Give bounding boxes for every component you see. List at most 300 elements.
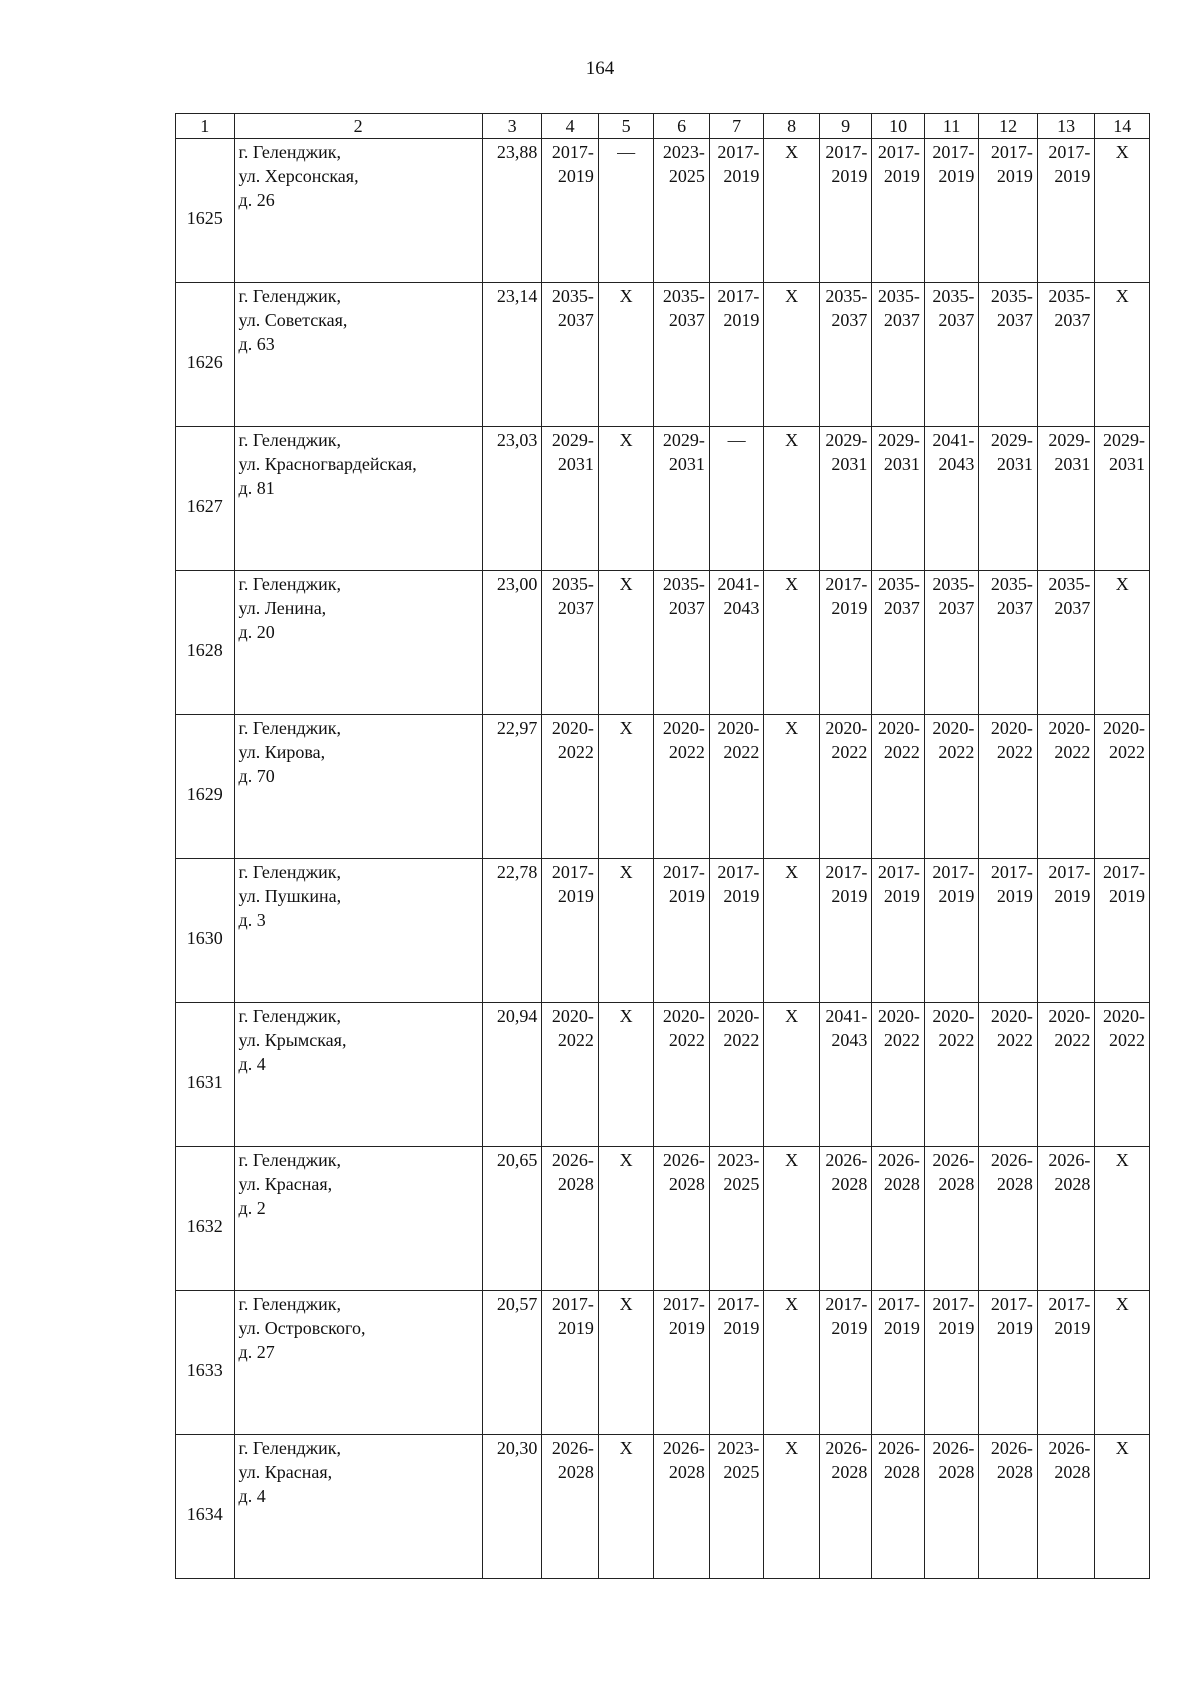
cell-line: 2043 — [723, 598, 760, 618]
cell-line: 2026- — [1048, 1438, 1091, 1458]
cell-value: — — [617, 142, 636, 162]
cell-line: 2019 — [883, 1318, 920, 1338]
cell-line: г. Геленджик, — [238, 1150, 341, 1170]
cell-value: 20,57 — [496, 1294, 538, 1314]
cell-line: 2019 — [723, 310, 760, 330]
cell-value: X — [785, 142, 799, 162]
cell-line: 2026- — [932, 1438, 975, 1458]
cell-line: 2026- — [825, 1150, 868, 1170]
cell-value: — — [727, 430, 746, 450]
cell-line: 2022 — [938, 1030, 975, 1050]
cell-line: д. 4 — [238, 1486, 266, 1506]
cell-line: г. Геленджик, — [238, 1006, 341, 1026]
column-header-5: 5 — [598, 114, 654, 139]
cell-line: г. Геленджик, — [238, 862, 341, 882]
cell-line: г. Геленджик, — [238, 142, 341, 162]
cell-line: 2031 — [831, 454, 868, 474]
period-cell-c12 — [979, 859, 1038, 1003]
period-cell-c13 — [1037, 571, 1095, 715]
cell-line: 2017- — [717, 286, 760, 306]
cell-line: д. 27 — [238, 1342, 275, 1362]
period-cell-c4 — [542, 427, 599, 571]
period-cell-c6 — [654, 715, 710, 859]
period-cell-c8 — [764, 427, 820, 571]
cell-value: X — [1115, 142, 1129, 162]
cell-line: 2020- — [825, 718, 868, 738]
cell-value: X — [785, 1006, 799, 1026]
table-row — [176, 1003, 1150, 1147]
cell-line: 2035- — [1048, 286, 1091, 306]
cell-line: 2035- — [662, 286, 705, 306]
period-cell-c8 — [764, 1003, 820, 1147]
period-cell-c9 — [819, 1291, 871, 1435]
cell-line: 2017- — [990, 862, 1033, 882]
area-cell — [482, 571, 542, 715]
cell-line: 2017- — [551, 862, 594, 882]
cell-line: 2037 — [1054, 598, 1091, 618]
area-cell — [482, 1003, 542, 1147]
period-cell-c8 — [764, 1291, 820, 1435]
cell-line: 2026- — [825, 1438, 868, 1458]
housing-registry-table — [175, 113, 1150, 1579]
address-cell — [234, 859, 482, 1003]
row-number: 1626 — [186, 351, 223, 372]
address-cell — [234, 1291, 482, 1435]
cell-line: 2025 — [668, 166, 705, 186]
cell-line: 2020- — [662, 718, 705, 738]
cell-line: г. Геленджик, — [238, 718, 341, 738]
period-cell-c10 — [872, 715, 924, 859]
cell-line: 2019 — [723, 166, 760, 186]
cell-line: 2031 — [557, 454, 594, 474]
column-header-12: 12 — [979, 114, 1038, 139]
cell-line: 2026- — [662, 1150, 705, 1170]
cell-line: 2020- — [877, 718, 920, 738]
cell-line: 2037 — [938, 310, 975, 330]
period-cell-c4 — [542, 715, 599, 859]
address-cell — [234, 139, 482, 283]
period-cell-c14 — [1095, 571, 1150, 715]
cell-line: 2019 — [557, 1318, 594, 1338]
period-cell-c7 — [709, 1147, 764, 1291]
cell-line: 2022 — [996, 742, 1033, 762]
cell-line: 2017- — [717, 862, 760, 882]
period-cell-c10 — [872, 571, 924, 715]
address-cell — [234, 283, 482, 427]
cell-value: X — [619, 1006, 633, 1026]
row-number-cell — [176, 1003, 235, 1147]
area-cell — [482, 859, 542, 1003]
period-cell-c11 — [924, 139, 979, 283]
period-cell-c14 — [1095, 859, 1150, 1003]
cell-line: 2035- — [877, 574, 920, 594]
cell-line: 2019 — [1109, 886, 1145, 906]
period-cell-c10 — [872, 1147, 924, 1291]
address-cell — [234, 571, 482, 715]
cell-value: X — [1115, 1294, 1129, 1314]
period-cell-c9 — [819, 1435, 871, 1579]
cell-value: X — [619, 430, 633, 450]
cell-value: X — [1115, 574, 1129, 594]
cell-line: 2020- — [932, 718, 975, 738]
row-number: 1632 — [186, 1215, 223, 1236]
cell-line: 2026- — [877, 1438, 920, 1458]
area-cell — [482, 1291, 542, 1435]
cell-line: 2019 — [557, 166, 594, 186]
cell-line: 2026- — [932, 1150, 975, 1170]
row-number: 1625 — [186, 207, 223, 228]
period-cell-c14 — [1095, 1291, 1150, 1435]
period-cell-c11 — [924, 427, 979, 571]
cell-line: 2017- — [877, 1294, 920, 1314]
column-header-4: 4 — [542, 114, 599, 139]
period-cell-c7 — [709, 1003, 764, 1147]
period-cell-c12 — [979, 1147, 1038, 1291]
cell-line: 2028 — [883, 1174, 920, 1194]
column-header-6: 6 — [654, 114, 710, 139]
cell-line: 2028 — [1054, 1462, 1091, 1482]
cell-line: 2022 — [1054, 1030, 1091, 1050]
cell-line: 2017- — [825, 862, 868, 882]
cell-value: X — [619, 1438, 633, 1458]
period-cell-c7 — [709, 571, 764, 715]
cell-line: 2022 — [1109, 1030, 1145, 1050]
cell-line: 2035- — [990, 286, 1033, 306]
period-cell-c8 — [764, 1147, 820, 1291]
period-cell-c9 — [819, 1147, 871, 1291]
row-number: 1629 — [186, 783, 223, 804]
cell-line: ул. Красная, — [238, 1174, 333, 1194]
cell-line: 2028 — [883, 1462, 920, 1482]
cell-line: 2041- — [932, 430, 975, 450]
cell-line: 2017- — [990, 142, 1033, 162]
cell-line: 2017- — [825, 142, 868, 162]
cell-line: 2019 — [883, 166, 920, 186]
column-header-8: 8 — [764, 114, 820, 139]
cell-line: 2037 — [831, 310, 868, 330]
cell-line: 2026- — [662, 1438, 705, 1458]
period-cell-c9 — [819, 859, 871, 1003]
cell-line: 2020- — [990, 1006, 1033, 1026]
row-number: 1634 — [186, 1503, 223, 1524]
period-cell-c4 — [542, 571, 599, 715]
cell-line: 2020- — [1048, 718, 1091, 738]
cell-line: 2017- — [1048, 862, 1091, 882]
cell-line: 2020- — [717, 1006, 760, 1026]
cell-line: 2037 — [883, 598, 920, 618]
cell-line: д. 26 — [238, 190, 275, 210]
cell-line: 2026- — [551, 1150, 594, 1170]
period-cell-c14 — [1095, 1435, 1150, 1579]
period-cell-c7 — [709, 1291, 764, 1435]
area-cell — [482, 139, 542, 283]
cell-line: 2035- — [825, 286, 868, 306]
period-cell-c13 — [1037, 427, 1095, 571]
address-cell — [234, 715, 482, 859]
period-cell-c5 — [598, 1147, 654, 1291]
cell-value: X — [785, 718, 799, 738]
cell-value: X — [1115, 1150, 1129, 1170]
period-cell-c9 — [819, 715, 871, 859]
cell-line: ул. Красногвардейская, — [238, 454, 417, 474]
cell-line: 2019 — [883, 886, 920, 906]
period-cell-c8 — [764, 859, 820, 1003]
period-cell-c7 — [709, 139, 764, 283]
period-cell-c12 — [979, 1003, 1038, 1147]
period-cell-c14 — [1095, 1147, 1150, 1291]
period-cell-c7 — [709, 715, 764, 859]
cell-line: 2017- — [877, 142, 920, 162]
period-cell-c4 — [542, 283, 599, 427]
cell-line: 2017- — [1048, 1294, 1091, 1314]
period-cell-c5 — [598, 139, 654, 283]
cell-line: 2028 — [831, 1174, 868, 1194]
table-row — [176, 571, 1150, 715]
cell-line: 2019 — [1054, 1318, 1091, 1338]
cell-value: X — [619, 1150, 633, 1170]
cell-line: 2037 — [996, 598, 1033, 618]
cell-line: 2022 — [996, 1030, 1033, 1050]
row-number-cell — [176, 571, 235, 715]
address-cell — [234, 1435, 482, 1579]
cell-line: 2019 — [938, 166, 975, 186]
cell-value: X — [785, 1150, 799, 1170]
cell-value: 20,65 — [496, 1150, 538, 1170]
cell-line: 2023- — [717, 1150, 760, 1170]
period-cell-c13 — [1037, 859, 1095, 1003]
period-cell-c9 — [819, 283, 871, 427]
cell-line: 2020- — [1103, 718, 1145, 738]
period-cell-c12 — [979, 715, 1038, 859]
period-cell-c4 — [542, 1003, 599, 1147]
row-number-cell — [176, 139, 235, 283]
cell-line: ул. Кирова, — [238, 742, 326, 762]
cell-line: 2037 — [668, 598, 705, 618]
cell-line: 2020- — [551, 1006, 594, 1026]
cell-line: 2035- — [662, 574, 705, 594]
cell-line: 2022 — [883, 1030, 920, 1050]
cell-line: 2019 — [938, 1318, 975, 1338]
cell-line: 2029- — [551, 430, 594, 450]
row-number-cell — [176, 1291, 235, 1435]
period-cell-c11 — [924, 1147, 979, 1291]
cell-line: 2022 — [1109, 742, 1145, 762]
period-cell-c8 — [764, 715, 820, 859]
cell-line: 2017- — [662, 862, 705, 882]
cell-line: 2035- — [932, 286, 975, 306]
period-cell-c14 — [1095, 427, 1150, 571]
period-cell-c14 — [1095, 139, 1150, 283]
cell-value: X — [785, 1438, 799, 1458]
area-cell — [482, 715, 542, 859]
cell-line: 2037 — [938, 598, 975, 618]
address-cell — [234, 1147, 482, 1291]
period-cell-c13 — [1037, 1435, 1095, 1579]
period-cell-c4 — [542, 859, 599, 1003]
cell-value: 23,00 — [496, 574, 538, 594]
period-cell-c11 — [924, 283, 979, 427]
period-cell-c10 — [872, 139, 924, 283]
cell-line: 2017- — [717, 1294, 760, 1314]
column-header-2: 2 — [234, 114, 482, 139]
table-row — [176, 139, 1150, 283]
cell-line: 2017- — [1048, 142, 1091, 162]
column-header-11: 11 — [924, 114, 979, 139]
cell-line: 2020- — [877, 1006, 920, 1026]
period-cell-c5 — [598, 427, 654, 571]
row-number: 1627 — [186, 495, 223, 516]
cell-line: 2019 — [1054, 886, 1091, 906]
area-cell — [482, 427, 542, 571]
cell-line: 2017- — [932, 1294, 975, 1314]
address-cell — [234, 1003, 482, 1147]
period-cell-c5 — [598, 571, 654, 715]
row-number-cell — [176, 283, 235, 427]
period-cell-c6 — [654, 283, 710, 427]
period-cell-c10 — [872, 427, 924, 571]
cell-line: 2028 — [557, 1462, 594, 1482]
period-cell-c9 — [819, 139, 871, 283]
cell-value: X — [619, 286, 633, 306]
cell-value: 23,88 — [496, 142, 538, 162]
cell-value: 22,97 — [496, 718, 538, 738]
period-cell-c13 — [1037, 1291, 1095, 1435]
cell-line: 2017- — [551, 1294, 594, 1314]
cell-line: 2028 — [831, 1462, 868, 1482]
cell-line: д. 20 — [238, 622, 275, 642]
row-number-cell — [176, 1435, 235, 1579]
row-number-cell — [176, 715, 235, 859]
cell-line: 2017- — [717, 142, 760, 162]
cell-line: 2020- — [1103, 1006, 1145, 1026]
cell-line: 2029- — [662, 430, 705, 450]
cell-line: 2043 — [831, 1030, 868, 1050]
table-row — [176, 1291, 1150, 1435]
column-header-14: 14 — [1095, 114, 1150, 139]
column-header-7: 7 — [709, 114, 764, 139]
cell-line: 2028 — [938, 1462, 975, 1482]
cell-line: ул. Херсонская, — [238, 166, 359, 186]
cell-line: 2026- — [990, 1438, 1033, 1458]
cell-line: 2022 — [938, 742, 975, 762]
cell-line: 2028 — [668, 1462, 705, 1482]
cell-line: ул. Ленина, — [238, 598, 327, 618]
period-cell-c11 — [924, 1291, 979, 1435]
period-cell-c8 — [764, 1435, 820, 1579]
cell-value: X — [785, 1294, 799, 1314]
period-cell-c12 — [979, 139, 1038, 283]
column-number-row — [176, 114, 1150, 139]
cell-line: 2019 — [668, 1318, 705, 1338]
period-cell-c9 — [819, 427, 871, 571]
cell-line: 2020- — [1048, 1006, 1091, 1026]
period-cell-c11 — [924, 1003, 979, 1147]
period-cell-c12 — [979, 571, 1038, 715]
table-body — [176, 139, 1150, 1579]
cell-line: г. Геленджик, — [238, 430, 341, 450]
cell-line: 2031 — [1109, 454, 1145, 474]
cell-line: 2020- — [932, 1006, 975, 1026]
period-cell-c12 — [979, 427, 1038, 571]
cell-value: X — [619, 862, 633, 882]
cell-line: г. Геленджик, — [238, 286, 341, 306]
cell-line: 2019 — [723, 1318, 760, 1338]
cell-line: 2028 — [668, 1174, 705, 1194]
period-cell-c13 — [1037, 1003, 1095, 1147]
table-row — [176, 283, 1150, 427]
cell-line: 2022 — [723, 742, 760, 762]
cell-line: 2026- — [551, 1438, 594, 1458]
cell-line: 2029- — [825, 430, 868, 450]
cell-line: 2017- — [932, 142, 975, 162]
cell-line: 2028 — [996, 1462, 1033, 1482]
cell-line: 2026- — [1048, 1150, 1091, 1170]
area-cell — [482, 1435, 542, 1579]
period-cell-c5 — [598, 715, 654, 859]
cell-line: 2017- — [551, 142, 594, 162]
period-cell-c10 — [872, 859, 924, 1003]
cell-line: д. 63 — [238, 334, 275, 354]
period-cell-c11 — [924, 715, 979, 859]
period-cell-c14 — [1095, 715, 1150, 859]
period-cell-c13 — [1037, 139, 1095, 283]
cell-line: ул. Красная, — [238, 1462, 333, 1482]
period-cell-c4 — [542, 139, 599, 283]
cell-line: 2029- — [877, 430, 920, 450]
column-header-13: 13 — [1037, 114, 1095, 139]
cell-line: 2023- — [662, 142, 705, 162]
row-number: 1630 — [186, 927, 223, 948]
period-cell-c13 — [1037, 715, 1095, 859]
period-cell-c9 — [819, 1003, 871, 1147]
table-row — [176, 427, 1150, 571]
cell-line: 2022 — [883, 742, 920, 762]
cell-value: X — [619, 574, 633, 594]
cell-line: 2037 — [668, 310, 705, 330]
cell-line: 2041- — [717, 574, 760, 594]
cell-line: 2028 — [1054, 1174, 1091, 1194]
period-cell-c4 — [542, 1147, 599, 1291]
cell-line: 2022 — [557, 742, 594, 762]
period-cell-c4 — [542, 1291, 599, 1435]
period-cell-c8 — [764, 283, 820, 427]
column-header-1: 1 — [176, 114, 235, 139]
cell-line: 2019 — [668, 886, 705, 906]
period-cell-c9 — [819, 571, 871, 715]
cell-line: 2019 — [831, 886, 868, 906]
period-cell-c11 — [924, 571, 979, 715]
cell-line: 2028 — [557, 1174, 594, 1194]
cell-line: ул. Крымская, — [238, 1030, 347, 1050]
cell-value: X — [619, 1294, 633, 1314]
period-cell-c6 — [654, 571, 710, 715]
period-cell-c12 — [979, 1435, 1038, 1579]
cell-line: 2037 — [557, 310, 594, 330]
cell-line: г. Геленджик, — [238, 1438, 341, 1458]
cell-line: 2029- — [990, 430, 1033, 450]
period-cell-c12 — [979, 1291, 1038, 1435]
cell-value: X — [785, 430, 799, 450]
cell-line: 2037 — [557, 598, 594, 618]
cell-value: X — [785, 286, 799, 306]
cell-line: 2028 — [996, 1174, 1033, 1194]
cell-line: 2017- — [825, 574, 868, 594]
cell-line: д. 4 — [238, 1054, 266, 1074]
cell-value: 23,03 — [496, 430, 538, 450]
period-cell-c6 — [654, 427, 710, 571]
cell-line: 2020- — [551, 718, 594, 738]
table-row — [176, 1147, 1150, 1291]
